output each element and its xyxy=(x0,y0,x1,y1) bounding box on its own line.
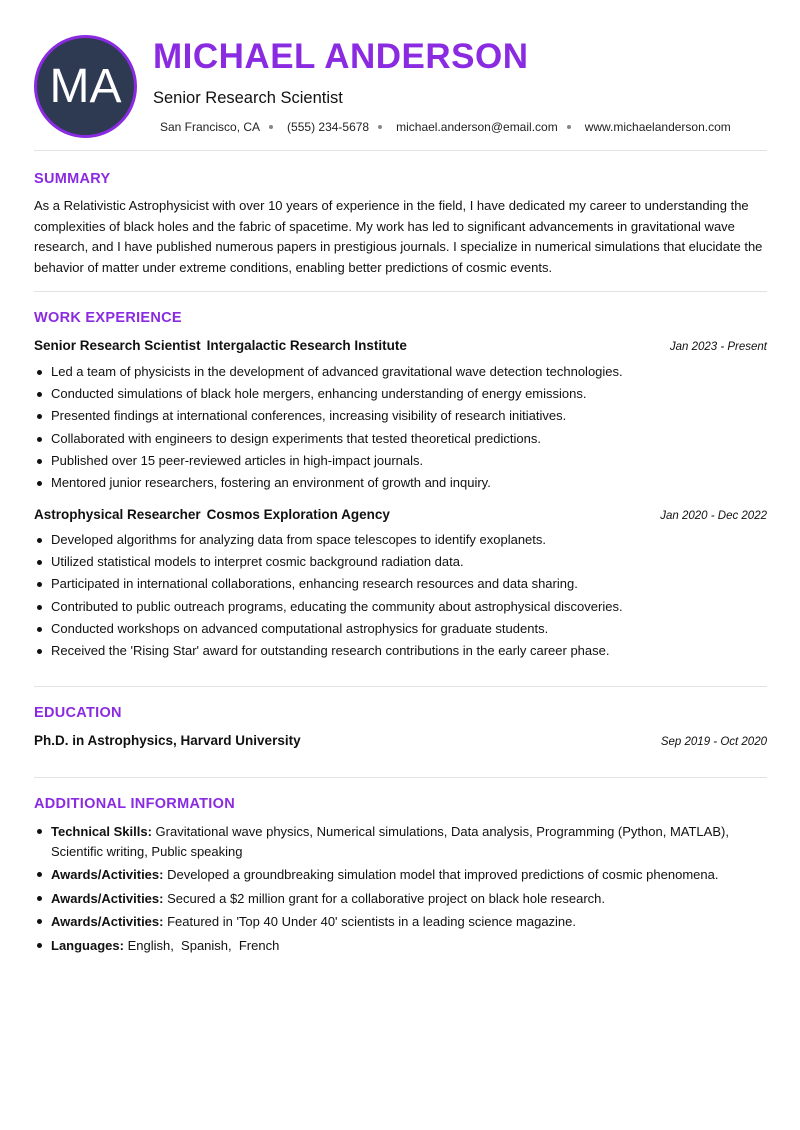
item-label: Awards/Activities: xyxy=(51,867,164,882)
education-dates: Sep 2019 - Oct 2020 xyxy=(660,736,767,748)
job-bullets xyxy=(34,363,767,496)
list-item: Presented findings at international conferences, increasing visibility of research initiatives. xyxy=(34,407,767,429)
list-item xyxy=(34,912,767,932)
separator-dot xyxy=(567,125,571,129)
item-text: Featured in 'Top 40 Under 40' scientists in a leading science magazine. xyxy=(163,914,577,929)
job-header xyxy=(34,507,767,522)
item-text: Secured a $2 million grant for a collaborative project on black hole research. xyxy=(163,890,605,906)
list-item: Published over 15 peer-reviewed articles in high-impact journals. xyxy=(34,452,767,474)
list-item: Utilized statistical models to interpret cosmic background radiation data. xyxy=(34,553,767,575)
list-item: Developed algorithms for analyzing data from space telescopes to identify exoplanets. xyxy=(34,531,767,553)
job-bullets xyxy=(34,531,767,664)
divider xyxy=(34,686,767,687)
list-item: Conducted simulations of black hole mergers, enhancing understanding of energy emissions. xyxy=(34,385,767,407)
candidate-name: MICHAEL ANDERSON xyxy=(153,37,529,76)
contact-phone[interactable]: (555) 234-5678 xyxy=(287,120,370,134)
job-position: Senior Research Scientist xyxy=(34,338,201,353)
contact-email[interactable]: michael.anderson@email.com xyxy=(396,120,558,134)
job-position: Astrophysical Researcher xyxy=(34,507,201,522)
experience-heading: WORK EXPERIENCE xyxy=(34,310,182,326)
item-text: Gravitational wave physics, Numerical simulations, Data analysis, Programming (Python, MATLAB), Scientific writing, Public speaking xyxy=(51,824,729,859)
list-item: Received the 'Rising Star' award for outstanding research contributions in the early career phase. xyxy=(34,642,767,664)
list-item xyxy=(34,889,767,909)
education-heading: EDUCATION xyxy=(34,705,122,721)
item-text: English, Spanish, French xyxy=(123,937,280,953)
contact-website[interactable]: www.michaelanderson.com xyxy=(584,120,731,134)
list-item xyxy=(34,865,767,885)
avatar-initials: MA xyxy=(49,60,122,113)
separator-dot xyxy=(269,125,273,129)
item-label: Languages: xyxy=(51,937,124,953)
divider xyxy=(34,150,767,151)
item-label: Technical Skills: xyxy=(51,824,152,839)
job-header xyxy=(34,338,767,353)
list-item: Contributed to public outreach programs, educating the community about astrophysical discoveries. xyxy=(34,598,767,620)
list-item: Conducted workshops on advanced computational astrophysics for graduate students. xyxy=(34,620,767,642)
additional-list xyxy=(34,822,767,959)
list-item: Led a team of physicists in the development of advanced gravitational wave detection technologies. xyxy=(34,363,767,385)
contact-location: San Francisco, CA xyxy=(160,120,261,134)
divider xyxy=(34,777,767,778)
divider xyxy=(34,291,767,292)
list-item: Mentored junior researchers, fostering an environment of growth and inquiry. xyxy=(34,474,767,496)
item-text: Developed a groundbreaking simulation model that improved predictions of cosmic phenomena. xyxy=(163,867,719,882)
education-degree: Ph.D. in Astrophysics, Harvard University xyxy=(34,733,301,748)
job-dates: Jan 2020 - Dec 2022 xyxy=(660,510,767,522)
list-item xyxy=(34,936,767,956)
education-entry xyxy=(34,733,767,748)
job-dates: Jan 2023 - Present xyxy=(669,341,767,353)
list-item: Collaborated with engineers to design experiments that tested theoretical predictions. xyxy=(34,430,767,452)
job-title-line xyxy=(34,507,390,522)
job-company: Cosmos Exploration Agency xyxy=(206,507,390,522)
separator-dot xyxy=(378,125,382,129)
additional-heading: ADDITIONAL INFORMATION xyxy=(34,796,235,812)
list-item xyxy=(34,822,767,861)
summary-heading: SUMMARY xyxy=(34,171,111,187)
contact-bar xyxy=(160,120,731,134)
job-title-line xyxy=(34,338,407,353)
item-label: Awards/Activities: xyxy=(51,890,164,906)
avatar xyxy=(34,35,137,138)
candidate-role: Senior Research Scientist xyxy=(153,89,343,107)
job-company: Intergalactic Research Institute xyxy=(206,338,407,353)
item-label: Awards/Activities: xyxy=(51,914,164,929)
list-item: Participated in international collaborations, enhancing research resources and data sharing. xyxy=(34,575,767,597)
summary-text: As a Relativistic Astrophysicist with over 10 years of experience in the field, I have dedicated my career to understanding the complexities of black holes and the fabric of spacetime. My work has led to significant advancements in gravitational wave research, and I have published numerous papers in prestigious journals. I specialize in numerical simulations that elucidate the behavior of matter under extreme conditions, enabling better predictions of cosmic events. xyxy=(34,198,763,275)
